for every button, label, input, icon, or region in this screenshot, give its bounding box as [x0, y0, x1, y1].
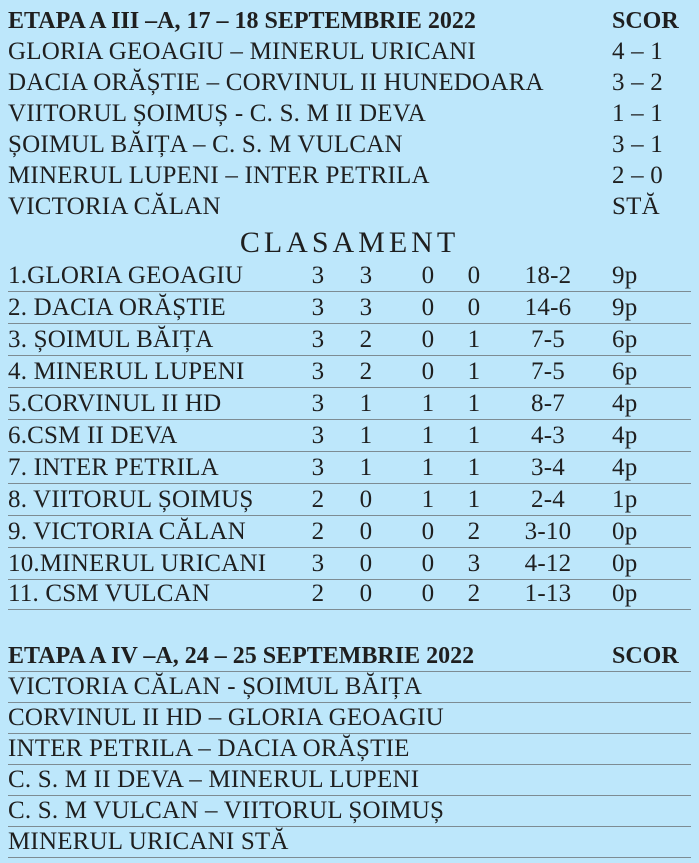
team-name: 8. VIITORUL ȘOIMUȘ: [8, 486, 254, 513]
divider: [8, 483, 691, 484]
round4-match: [8, 827, 691, 857]
games-played: 3: [311, 358, 325, 385]
round4-header: [8, 641, 691, 671]
games-won: 3: [359, 294, 373, 321]
games-lost: 1: [467, 358, 481, 385]
games-won: 2: [359, 358, 373, 385]
goal-record: 7-5: [531, 326, 565, 353]
games-drawn: 0: [421, 358, 435, 385]
match-teams: VIITORUL ȘOIMUȘ - C. S. M II DEVA: [8, 100, 426, 127]
games-lost: 0: [467, 294, 481, 321]
games-drawn: 0: [421, 326, 435, 353]
games-played: 3: [311, 550, 325, 577]
games-played: 3: [311, 294, 325, 321]
match-teams: GLORIA GEOAGIU – MINERUL URICANI: [8, 38, 476, 65]
team-name: 1.GLORIA GEOAGIU: [8, 262, 244, 289]
games-lost: 2: [467, 580, 481, 607]
games-won: 1: [359, 454, 373, 481]
games-won: 1: [359, 390, 373, 417]
team-name: 4. MINERUL LUPENI: [8, 358, 245, 385]
games-lost: 0: [467, 262, 481, 289]
match-teams: VICTORIA CĂLAN - ȘOIMUL BĂIȚA: [8, 673, 423, 700]
round4-match: [8, 734, 691, 764]
points: 4p: [612, 454, 638, 481]
games-drawn: 0: [421, 518, 435, 545]
games-played: 2: [311, 486, 325, 513]
games-lost: 1: [467, 422, 481, 449]
games-lost: 1: [467, 326, 481, 353]
goal-record: 4-12: [524, 550, 572, 577]
games-won: 0: [359, 550, 373, 577]
games-lost: 2: [467, 518, 481, 545]
games-played: 3: [311, 390, 325, 417]
games-drawn: 1: [421, 422, 435, 449]
standings-row: [8, 453, 691, 483]
round4-match: [8, 703, 691, 733]
goal-record: 2-4: [531, 486, 565, 513]
games-drawn: 0: [421, 580, 435, 607]
standings-row: [8, 421, 691, 451]
round4-match: [8, 796, 691, 826]
games-won: 1: [359, 422, 373, 449]
points: 0p: [612, 580, 638, 607]
round4-match: [8, 672, 691, 702]
goal-record: 3-10: [524, 518, 572, 545]
round4-match: [8, 765, 691, 795]
standings-row: [8, 579, 691, 609]
team-name: 11. CSM VULCAN: [8, 580, 211, 607]
match-teams: INTER PETRILA – DACIA ORĂȘTIE: [8, 735, 410, 762]
points: 0p: [612, 518, 638, 545]
team-name: 2. DACIA ORĂȘTIE: [8, 294, 226, 321]
games-drawn: 0: [421, 294, 435, 321]
round4-score-header: SCOR: [612, 643, 679, 669]
round3-match: [8, 37, 691, 67]
goal-record: 7-5: [531, 358, 565, 385]
team-name: 10.MINERUL URICANI: [8, 550, 267, 577]
divider: [8, 857, 691, 858]
match-teams: MINERUL URICANI STĂ: [8, 828, 289, 855]
team-name: 5.CORVINUL II HD: [8, 390, 222, 417]
round3-match: [8, 130, 691, 160]
match-teams: DACIA ORĂȘTIE – CORVINUL II HUNEDOARA: [8, 69, 544, 96]
points: 6p: [612, 326, 638, 353]
games-played: 3: [311, 262, 325, 289]
games-drawn: 1: [421, 486, 435, 513]
games-won: 0: [359, 580, 373, 607]
goal-record: 8-7: [531, 390, 565, 417]
round3-match: [8, 99, 691, 129]
points: 4p: [612, 390, 638, 417]
standings-row: [8, 389, 691, 419]
games-lost: 1: [467, 390, 481, 417]
points: 0p: [612, 550, 638, 577]
match-score: 3 – 1: [612, 131, 663, 158]
games-drawn: 1: [421, 454, 435, 481]
games-drawn: 0: [421, 550, 435, 577]
standings-row: [8, 517, 691, 547]
goal-record: 4-3: [531, 422, 565, 449]
goal-record: 1-13: [524, 580, 572, 607]
match-score: STĂ: [612, 193, 660, 220]
games-lost: 1: [467, 486, 481, 513]
match-teams: MINERUL LUPENI – INTER PETRILA: [8, 162, 430, 189]
goal-record: 14-6: [524, 294, 572, 321]
games-drawn: 0: [421, 262, 435, 289]
divider: [8, 515, 691, 516]
divider: [8, 355, 691, 356]
team-name: 6.CSM II DEVA: [8, 422, 178, 449]
match-score: 4 – 1: [612, 38, 663, 65]
games-played: 3: [311, 422, 325, 449]
games-won: 2: [359, 326, 373, 353]
games-won: 0: [359, 486, 373, 513]
match-teams: C. S. M II DEVA – MINERUL LUPENI: [8, 766, 420, 793]
team-name: 3. ȘOIMUL BĂIȚA: [8, 326, 214, 353]
games-drawn: 1: [421, 390, 435, 417]
match-teams: ȘOIMUL BĂIȚA – C. S. M VULCAN: [8, 131, 403, 158]
standings-row: [8, 357, 691, 387]
games-lost: 3: [467, 550, 481, 577]
games-played: 3: [311, 454, 325, 481]
divider: [8, 547, 691, 548]
divider: [8, 387, 691, 388]
round3-match: [8, 161, 691, 191]
round3-title: ETAPA A III –A, 17 – 18 SEPTEMBRIE 2022: [8, 8, 476, 34]
standings-row: [8, 485, 691, 515]
standings-row: [8, 549, 691, 579]
round3-score-header: SCOR: [612, 8, 679, 34]
divider: [8, 609, 691, 610]
games-played: 2: [311, 518, 325, 545]
round3-match: [8, 68, 691, 98]
divider: [8, 419, 691, 420]
points: 4p: [612, 422, 638, 449]
points: 6p: [612, 358, 638, 385]
team-name: 9. VICTORIA CĂLAN: [8, 518, 246, 545]
divider: [8, 323, 691, 324]
match-teams: CORVINUL II HD – GLORIA GEOAGIU: [8, 704, 444, 731]
team-name: 7. INTER PETRILA: [8, 454, 219, 481]
match-teams: VICTORIA CĂLAN: [8, 193, 221, 220]
standings-title: CLASAMENT: [239, 226, 460, 259]
divider: [8, 451, 691, 452]
divider: [8, 291, 691, 292]
points: 9p: [612, 262, 638, 289]
goal-record: 18-2: [524, 262, 572, 289]
games-won: 3: [359, 262, 373, 289]
goal-record: 3-4: [531, 454, 565, 481]
match-score: 1 – 1: [612, 100, 663, 127]
match-score: 3 – 2: [612, 69, 663, 96]
points: 9p: [612, 294, 638, 321]
match-teams: C. S. M VULCAN – VIITORUL ȘOIMUȘ: [8, 797, 445, 824]
points: 1p: [612, 486, 638, 513]
round3-match: [8, 192, 691, 222]
round3-header: [8, 6, 691, 36]
standings-row: [8, 325, 691, 355]
standings-row: [8, 293, 691, 323]
games-lost: 1: [467, 454, 481, 481]
round4-title: ETAPA A IV –A, 24 – 25 SEPTEMBRIE 2022: [8, 643, 475, 669]
games-won: 0: [359, 518, 373, 545]
standings-row: [8, 261, 691, 291]
match-score: 2 – 0: [612, 162, 663, 189]
games-played: 3: [311, 326, 325, 353]
games-played: 2: [311, 580, 325, 607]
